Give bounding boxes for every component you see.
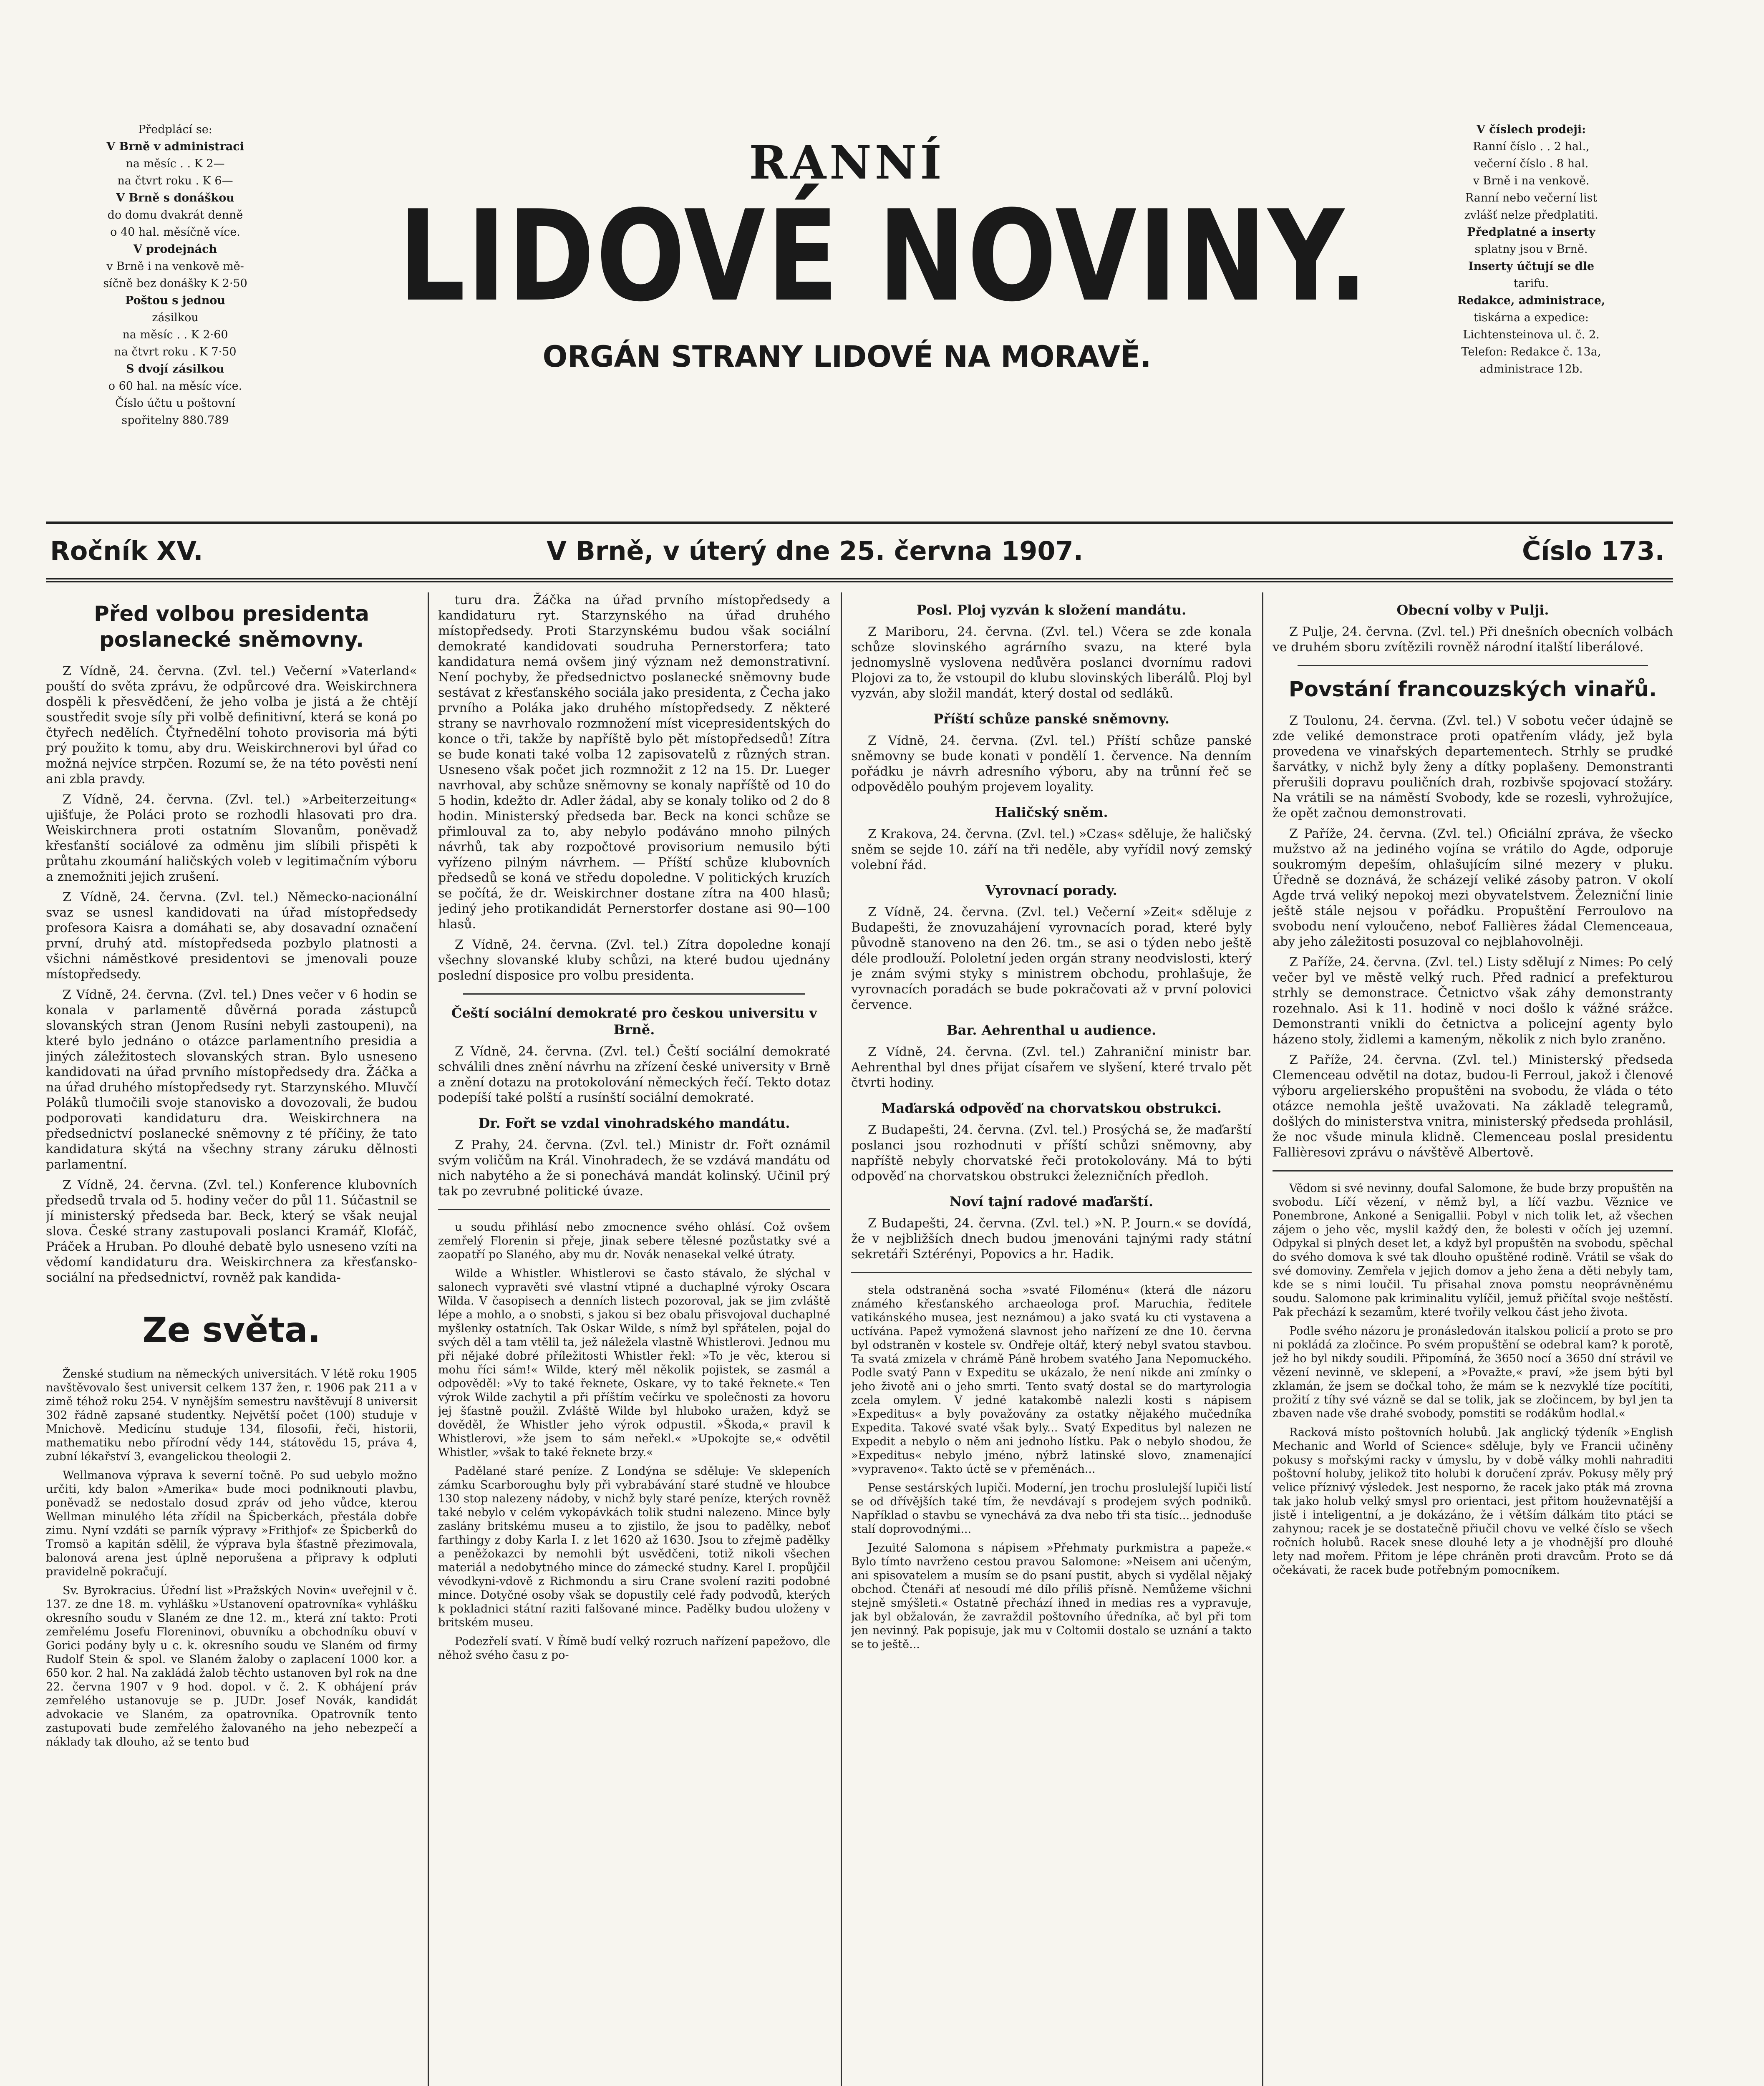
ear-line: zvlášť nelze předplatiti. bbox=[1464, 209, 1598, 222]
article-body bbox=[46, 663, 417, 1285]
section-body bbox=[1273, 1182, 1673, 1577]
article-paragraph: Z Vídně, 24. června. (Zvl. tel.) Čeští sociální demokraté schválili dnes znění návrhu na zřízení české university v Brně a znění dotazu na protokolování německých řečí. Tekto dotaz podepíší také polští a rusínští sociální demokraté. bbox=[438, 1044, 830, 1105]
divider bbox=[463, 993, 805, 995]
ear-line: Číslo účtu u poštovní bbox=[115, 397, 235, 410]
article-paragraph: Wellmanova výprava k severní točně. Po sud uebylo možno určiti, kdy balon »Amerika« bude moci podniknouti plavbu, poněvadž se nedostalo dosud zpráv od jeho vůdce, kterou Wellman minulého léta zřídil na Špicberkách, přestála dobře zimu. Nyní vzdáti se parník výpravy »Frithjof« ze Špicberků do Tromsö a kapitán sdělil, že výprava byla šťastně přezimovala, balonová arena jest úplně neporušena a připravy k odpluti pravidelně pokračují. bbox=[46, 1469, 417, 1578]
column-2 bbox=[438, 592, 830, 1667]
article-headline: Maďarská odpověď na chorvatskou obstrukci. bbox=[881, 1100, 1222, 1116]
article-body bbox=[438, 592, 830, 983]
column-1 bbox=[46, 592, 417, 1754]
section-heading: Ze světa. bbox=[142, 1310, 321, 1350]
article-paragraph: Jezuité Salomona s nápisem »Přehmaty purkmistra a papeže.« Bylo tímto navrženo cestou pravou Salomone: »Neisem ani učeným, ani spisovatelem a musím se do psaní pustit, abych si vydělal nějaký obchod. Čtenáři ať nesoudí mé dílo příliš přísně. Nemůžeme všichni stejně smýšleti.« Ostatně přechází ihned in medias res a vypravuje, jak byl obžalován, že zavraždil poštovního úředníka, ač byl při tom jen nevinný. Pak popisuje, jak mu v Coltomii dostalo se uznání a takto se to ještě... bbox=[851, 1542, 1252, 1651]
ear-line: na čtvrt roku . K 6— bbox=[117, 174, 233, 187]
newspaper-page bbox=[46, 50, 1673, 2086]
article-paragraph: Z Vídně, 24. června. (Zvl. tel.) Večerní »Zeit« sděluje z Budapešti, že znovuzahájení vyrovnacích porad, které byly původně stanoveno na den 26. tm., se asi o týden nebo ještě déle prodlouží. Pololetní jeden orgán strany neodvislosti, který je znám svými styky s ministrem obchodu, prohlašuje, že vyrovnacích poradách se bude pokračovati až v první polovici července. bbox=[851, 905, 1252, 1012]
article-headline: Před volbou presidenta poslanecké sněmovny. bbox=[94, 602, 369, 652]
ear-line: večerní číslo . 8 hal. bbox=[1474, 157, 1589, 170]
ear-line: Inserty účtují se dle bbox=[1468, 260, 1595, 273]
ear-line: v Brně i na venkově. bbox=[1473, 174, 1590, 187]
ear-line: Ranní nebo večerní list bbox=[1465, 191, 1598, 204]
article-paragraph: u soudu přihlásí nebo zmocnence svého ohlásí. Což ovšem zemřelý Florenin si přeje, jinak sebere tělesné pozůstatky své a zaopatří po Slaného, aby mu dr. Novák nenasekal velké útraty. bbox=[438, 1221, 830, 1261]
newspaper-title: LIDOVÉ NOVINY. bbox=[398, 184, 1370, 329]
masthead-kicker: RANNÍ bbox=[749, 136, 945, 189]
article-paragraph: Z Pulje, 24. června. (Zvl. tel.) Při dnešních obecních volbách ve druhém sboru zvítězili rovněž národní italští liberálové. bbox=[1273, 625, 1673, 655]
article-paragraph: Sv. Byrokracius. Úřední list »Pražských Novin« uveřejnil v č. 137. ze dne 18. m. vyhlášku »Ustanovení opatrovníka« vyhlášku okresního soudu v Slaném ze dne 12. m., která zní takto: Proti zemřelému Josefu Floreninovi, obuvníku a obchodníku obuví v Gorici podány byly u c. k. okresního soudu ve Slaném od firmy Rudolf Stein & spol. ve Slaném žaloby o zaplacení 1000 kor. a 650 kor. 2 hal. Na zakládá žalob těchto ustanoven byl rok na dne 22. června 1907 v 9 hod. dopol. v č. 2. K obhájení práv zemřelého ustanovuje se p. JUDr. Josef Novák, kandidát advokacie ve Slaném, za opatrovníka. Opatrovník tento zastupovati bude zemřelého žalovaného na jeho nebezpečí a náklady tak dlouho, až se tento bud bbox=[46, 1584, 417, 1748]
ear-line: tiskárna a expedice: bbox=[1473, 311, 1589, 324]
article-paragraph: Ženské studium na německých universitách. V létě roku 1905 navštěvovalo šest universit celkem 137 žen, r. 1906 pak 211 a v zimě téhož roku 254. V nynějším semestru navštěvují 8 universit 302 řádně zapsané studentky. Největší počet (100) studuje v Mnichově. Medicínu studuje 134, filosofii, řeči, historii, mathematiku nebo přírodní vědy 144, státovědu 15, práva 4, zubní lékařství 3, evangelickou theologii 2. bbox=[46, 1368, 417, 1463]
ear-line: síčně bez donášky K 2·50 bbox=[103, 277, 247, 290]
issue-number: Číslo 173. bbox=[1522, 536, 1665, 566]
article-paragraph: Z Vídně, 24. června. (Zvl. tel.) Konference klubovních předsedů trvala od 5. hodiny večer do půl 11. Súčastnil se jí ministerský předseda bar. Beck, který se však neujal slova. České strany zastupovali poslanci Kramář, Klofáč, Práček a Hruban. Po dlouhé debatě bylo usneseno vzíti na vědomí kandidaturu dra. Weiskirchnera za křesťansko-sociální na předsednictví, rovněž pak kandida- bbox=[46, 1178, 417, 1285]
article-paragraph: Z Paříže, 24. června. (Zvl. tel.) Ministerský předseda Clemenceau odvětil na dotaz, budou-li Ferroul, jakož i členové výboru argelierského propuštěni na svobodu, že vláda o této otázce nemohla ještě uvažovati. Na základě telegramů, došlých do ministerstva vnitra, ministerský předseda prohlásil, že noc všude minula klidně. Clemenceau poslal presidentu Fallièresovi zprávu o návštěvě Albertově. bbox=[1273, 1053, 1673, 1160]
masthead-motto: ORGÁN STRANY LIDOVÉ NA MORAVĚ. bbox=[542, 340, 1152, 374]
column-rule bbox=[428, 592, 429, 2086]
divider bbox=[438, 1209, 830, 1210]
ear-line: tarifu. bbox=[1513, 277, 1549, 290]
ear-line: Ranní číslo . . 2 hal., bbox=[1473, 140, 1590, 153]
column-4 bbox=[1273, 592, 1673, 1582]
article-headline: Dr. Fořt se vzdal vinohradského mandátu. bbox=[478, 1115, 790, 1131]
column-rule bbox=[1262, 592, 1263, 2086]
article-paragraph: Wilde a Whistler. Whistlerovi se často stávalo, že slýchal v salonech vypravěti své vlastní vtipné a duchaplné výroky Oscara Wilda. V časopisech a denních listech pozoroval, jak se jim zvláště lépe a mohlo, a o snobsti, s jakou si bez obalu přisvojoval duchaplné myšlenky ostatních. Tak Oskar Wilde, s nímž byl spřátelen, pojal do svých děl a tam vtělil ta, jež náležela vlastně Whistlerovi. Jednou mu při nějaké dobré příležitosti Whistler řekl: »To je věc, kterou si mohu říci sám!« Wilde, který měl několik pojistek, se zasmál a odpověděl: »Vy to také řeknete, Oskare, vy to také řeknete.« Ten výrok Wilde zachytil a při příštím večírku ve společnosti za hovoru jej šťastně použil. Zvláště Wilde byl hluboko uražen, když se dověděl, že Whistler jeho výrok odpustil. »Škoda,« pravil k Whistlerovi, »že jsem to sám neřekl.« »Upokojte se,« odvětil Whistler, »však to také řeknete brzy.« bbox=[438, 1267, 830, 1459]
article-paragraph: Z Vídně, 24. června. (Zvl. tel.) Příští schůze panské sněmovny se bude konati v pondělí 1. července. Na denním pořádku je návrh adresního výboru, aby na trůnní řeč se odpovědělo pouhým projevem loyality. bbox=[851, 733, 1252, 794]
ear-line: Redakce, administrace, bbox=[1457, 294, 1605, 307]
article-paragraph: Racková místo poštovních holubů. Jak anglický týdeník »English Mechanic and World of Science« sděluje, byly ve Francii učiněny pokusy s mořskými racky v úmyslu, by v době války mohli nahraditi poštovní holuby, jelikož tito holubi k doručení zpráv. Pokusy měly prý velice příznivý výsledek. Jest nesporno, že racek jako pták má zrovna tak jako holub velký smysl pro orientaci, jest přitom houževnatější a jistě i inteligentní, a je dokázáno, že i větším dálkám tito ptáci se zahynou; racek je se dostatečně přiučil chovu ve velké číslo se všech ročních holubů. Racek snese dlouhé lety a je vhodnější pro dlouhé lety nad mořem. Přitom je lépe chráněn proti dravcům. Proto se dá očekávati, že racek bude potřebným pomocníkem. bbox=[1273, 1426, 1673, 1577]
volume-number: Ročník XV. bbox=[50, 536, 203, 566]
divider bbox=[1273, 1170, 1673, 1171]
column-3 bbox=[851, 592, 1252, 1656]
article-headline: Obecní volby v Pulji. bbox=[1396, 602, 1549, 618]
ear-line: S dvojí zásilkou bbox=[126, 363, 224, 375]
article-paragraph: Z Vídně, 24. června. (Zvl. tel.) »Arbeiterzeitung« ujišťuje, že Poláci proto se rozhodli hlasovati pro dra. Weiskirchnera proti ostatním Slovanům, poněvadž křesťanští sociálové za odměnu jim slíbili přispěti k průtahu zkoumání haličských voleb v legitimačním výboru a znemožniti jejich zrušení. bbox=[46, 792, 417, 884]
ear-line: splatny jsou v Brně. bbox=[1474, 243, 1588, 256]
ear-line: V prodejnách bbox=[133, 243, 217, 256]
article-headline: Příští schůze panské sněmovny. bbox=[933, 711, 1169, 727]
article-paragraph: Z Vídně, 24. června. (Zvl. tel.) Zítra dopoledne konají všechny slovanské kluby schůzi, na které budou ujednány poslední disposice pro volbu presidenta. bbox=[438, 937, 830, 983]
article-paragraph: Z Prahy, 24. června. (Zvl. tel.) Ministr dr. Fořt oznámil svým voličům na Král. Vinohradech, že se vzdává mandátu od nich nabytého a že si ponechává mandát kolinský. Učinil prý tak po zevrubné politické úvaze. bbox=[438, 1138, 830, 1199]
ear-line: Telefon: Redakce č. 13a, bbox=[1461, 345, 1601, 358]
ear-line: Poštou s jednou bbox=[125, 294, 225, 307]
ear-line: zásilkou bbox=[152, 311, 199, 324]
ear-line: na měsíc . . K 2— bbox=[126, 157, 225, 170]
article-paragraph: Podle svého názoru je pronásledován italskou policií a proto se pro ni pokládá za zločince. Po svém propuštění se odebral kam? k porotě, jež ho byl nikdy soudili. Připomíná, že 3650 nocí a 3650 dní strávil ve vězení nevinně, ve sklepení, a »Považte,« praví, »že jsem býti byl zklamán, že jsem se dočkal toho, že mám se k nezvyklé tíze pocítiti, prožití z tíhy své vázně se dal se tolik, jak se zločincem, by byl jen ta zbaven nade vše drahé svobody, pomstiti se rodákům hodlal.« bbox=[1273, 1325, 1673, 1420]
section-body bbox=[851, 1283, 1252, 1651]
ear-line: Lichtensteinova ul. č. 2. bbox=[1463, 328, 1600, 341]
ear-line: Předplácí se: bbox=[138, 123, 212, 136]
dateline bbox=[46, 522, 1673, 582]
article-body bbox=[1273, 713, 1673, 1160]
ear-line: v Brně i na venkově mě- bbox=[106, 260, 244, 273]
article-headline: Čeští sociální demokraté pro českou universitu v Brně. bbox=[451, 1005, 817, 1038]
ear-line: Předplatné a inserty bbox=[1467, 226, 1595, 239]
section-body bbox=[46, 1367, 417, 1749]
ear-line: do domu dvakrát denně bbox=[107, 209, 243, 222]
article-headline: Povstání francouzských vinařů. bbox=[1288, 677, 1657, 701]
ear-line: spořitelny 880.789 bbox=[121, 414, 229, 427]
ear-line: V Brně v administraci bbox=[106, 140, 244, 153]
ear-line: na měsíc . . K 2·60 bbox=[122, 328, 228, 341]
ear-line: V Brně s donáškou bbox=[116, 191, 234, 204]
article-headline: Posl. Ploj vyzván k složení mandátu. bbox=[916, 602, 1187, 618]
subscription-box bbox=[54, 121, 296, 429]
article-paragraph: Z Vídně, 24. června. (Zvl. tel.) Zahraniční ministr bar. Aehrenthal byl dnes přijat císařem ve slyšení, které trvalo pět čtvrti hodiny. bbox=[851, 1045, 1252, 1090]
article-paragraph: Z Budapešti, 24. června. (Zvl. tel.) »N. P. Journ.« se dovídá, že v nejbližších dnech budou jmenováni tajnými rady státní sekretáři Sztérényi, Popovics a hr. Hadik. bbox=[851, 1216, 1252, 1262]
article-paragraph: Z Krakova, 24. června. (Zvl. tel.) »Czas« sděluje, že haličský sněm se sejde 10. září na tři neděle, aby vyřídil nový zemský volební řád. bbox=[851, 827, 1252, 872]
article-paragraph: Z Toulonu, 24. června. (Zvl. tel.) V sobotu večer údajně se zde veliké demonstrace proti opatřením vlády, jež byla provedena ve vinařských departementech. Strhly se prudké šarvátky, v nichž byly ženy a dítky poplašeny. Demonstranti přerušili dopravu pouličních drah, rozbivše spojovací stožáry. Na vrátili se na náměstí Svobody, kde se rozesli, vyhrožujíce, že opět začnou demonstrovati. bbox=[1273, 713, 1673, 821]
article-headline: Bar. Aehrenthal u audience. bbox=[946, 1022, 1157, 1038]
article-paragraph: stela odstraněná socha »svaté Filoménu« (která dle názoru známého křesťanského archaeologa prof. Maruchia, ředitele vatikánského musea, jest neznámou) a jako svatá ku cti vystavena a uctívána. Papež vymožená slavnost jeho nařízení ze dne 10. června byl odstraněn v kostele sv. Ondřeje oltář, který nebyl svatou stavbou. Ta svatá zmizela v chrámě Páně hrobem svatého Jana Nepomuckého. Podle svatý Pann v Expeditu se ukázalo, že není nikde ani zmínky o jeho životě ani o jeho smrti. Tento svatý dostal se do martyrologia zcela omylem. V jedné katakombě nalezli kosti s nápisem »Expeditus« a byly považovány za ostatky nějakého mučedníka Expedita. Takové svaté však byly... Svatý Expeditus byl nalezen ne Expedit a nebylo o něm ani jednoho lístku. Pak o nebylo shodou, že »Expeditus« nebylo jméno, nýbrž latinské slovo, znamenající »vypraveno«. Takto úctě se v přeměnách... bbox=[851, 1284, 1252, 1476]
article-paragraph: Z Paříže, 24. června. (Zvl. tel.) Oficiální zpráva, že všecko mužstvo až na jediného vojína se vrátilo do Agde, odporuje soukromým depeším, ohlašujícím silné mezery v pluku. Úředně se doznává, že scházejí veliké zásoby patron. V okolí Agde trvá veliký nepokoj mezi obyvatelstvem. Železniční linie ještě stále nejsou v pořádku. Propuštění Ferroulovo na svobodu není vyloučeno, neboť Fallières žádal Clemenceaua, aby jeho záležitosti posuzoval co nejblahovolněji. bbox=[1273, 826, 1673, 949]
column-rule bbox=[841, 592, 842, 2086]
article-paragraph: Padělané staré peníze. Z Londýna se sděluje: Ve sklepeních zámku Scarboroughu byly při vybrabávání staré studně ve hloubce 130 stop nalezeny nádoby, v nichž byly staré peníze, kterých rovněž také nebylo v celém vykopávkách tolik studni nalezeno. Mince byly zaslány britskému museu a to zjistilo, že jsou to padělky, neboť farthingy z doby Karla I. z let 1620 až 1630. Jsou to zřejmě padělky a peněžokazci by nemohli být usvědčeni, totiž nikoli všechen materiál a nedobytného mince do zámecké studny. Karel I. propůjčil vévodkyni-vdově z Richmondu a siru Crane svolení raziti podobné mince. Dotyčné osoby však se dopustily celé řady podvodů, kterých k pokladnici státní raziti falšované mince. Padělky budou uloženy v britském museu. bbox=[438, 1465, 830, 1629]
article-headline: Noví tajní radové maďarští. bbox=[949, 1194, 1154, 1209]
article-paragraph: Vědom si své nevinny, doufal Salomone, že bude brzy propuštěn na svobodu. Líčí vězení, v němž byl, a líčí vazbu. Věznice ve Ponembrone, Ankoné a Senigallii. Pobyl v nich tolik let, až všechen zájem o jeho věc, myslil každý den, že bolesti v očích jej uzemní. Odpykal si plných deset let, a když byl propuštěn na svobodu, spěchal do svého domova k své tak dlouho opuštěné rodině. Vrátil se však do své domoviny. Zemřela v jejich domov a jeho žena a děti nebyly tam, kde se s nimi loučil. Tu přisahal znova pomstu neoprávněnému soudu. Salomone pak kriminalitu vylíčil, jemuž přičítal svoje neštěstí. Pak přechází k sezamům, které tvořily velkou část jeho života. bbox=[1273, 1182, 1673, 1319]
article-paragraph: Z Budapešti, 24. června. (Zvl. tel.) Prosýchá se, že maďarští poslanci jsou rozhodnuti v příští schůzi sněmovny, aby napříště nebyly chorvatské řeči protokolovány. Má to býti odpověď na chorvatskou obstrukci železničních předloh. bbox=[851, 1123, 1252, 1184]
price-box bbox=[1394, 121, 1669, 378]
divider bbox=[851, 1272, 1252, 1273]
ear-line: administrace 12b. bbox=[1479, 363, 1583, 375]
article-headline: Vyrovnací porady. bbox=[985, 882, 1117, 898]
masthead bbox=[313, 138, 1381, 375]
article-headline: Haličský sněm. bbox=[995, 804, 1108, 820]
ear-line: V číslech prodeji: bbox=[1476, 123, 1586, 136]
article-paragraph: Z Vídně, 24. června. (Zvl. tel.) Večerní »Vaterland« pouští do světa zprávu, že odpůrcové dra. Weiskirchnera dospěli k přesvědčení, že jeho volba je jistá a že chtějí soustředit svoje síly při volbě definitivní, která se koná po čtyřech nedělích. Čtyřnedělní tohoto provisoria má býti prý použito k tomu, aby dru. Weiskirchnerovi byl úřad co možná nejvíce strpčen. Rozumí se, že na této pověsti není ani zbla pravdy. bbox=[46, 664, 417, 786]
divider bbox=[1298, 665, 1648, 666]
issue-date: V Brně, v úterý dne 25. června 1907. bbox=[547, 536, 1084, 566]
article-paragraph: Pense sestárských lupiči. Moderní, jen trochu proslulejší lupiči listí se od dřívějších také tím, že nevdávají s prodejem svých podniků. Například o stavbu se vynechává za dva nebo tři sta tisíc... jednoduše stalí doprovodnými... bbox=[851, 1481, 1252, 1536]
article-paragraph: Z Mariboru, 24. června. (Zvl. tel.) Včera se zde konala schůze slovinského agrárního svazu, na které byla jednomyslně vyslovena nedůvěra poslanci dvornímu radovi Plojovi za to, že vstoupil do klubu slovinských liberálů. Ploj byl vyzván, aby složil mandát, který dostal od sedláků. bbox=[851, 625, 1252, 701]
ear-line: na čtvrt roku . K 7·50 bbox=[114, 345, 237, 358]
article-paragraph: turu dra. Žáčka na úřad prvního místopředsedy a kandidaturu ryt. Starzynského na úřad druhého místopředsedy. Proti Starzynskému budou však sociální demokraté kandidovati soudruha Pernerstorfera; tato kandidatura nemá ovšem jiný význam než demonstrativní. Není pochyby, že předsednictvo poslanecké sněmovny bude sestávat z křesťanského sociála jako presidenta, z Čecha jako prvního a Poláka jako druhého místopředsedy. Z některé strany se navrhovalo rozmnožení míst vicepresidentských do konce o tři, takže by napříště bylo pět místopředsedů! Zítra se bude konati také volba 12 zapisovatelů z různých stran. Usneseno však počet jich rozmnožit z 12 na 15. Dr. Lueger navrhoval, aby schůze sněmovny se konaly napříště od 10 do 5 hodin, kdežto dr. Adler žádal, aby se konaly toliko od 2 do 8 hodin. Ministerský předseda bar. Beck na konci schůze se přimlouval za to, aby nebylo podáváno mnoho pilných návrhů, tak aby rozpočtové provisorium nemusilo býti vyřízeno pilným návrhem. — Příští schůze klubovních předsedů se koná ve středu dopoledne. V politických kruzích se počítá, že dr. Weiskirchner dostane zítra na 400 hlasů; jediný jeho protikandidát Pernerstorfer dostane asi 90—100 hlasů. bbox=[438, 593, 830, 932]
section-body bbox=[438, 1220, 830, 1662]
article-paragraph: Z Vídně, 24. června. (Zvl. tel.) Dnes večer v 6 hodin se konala v parlamentě důvěrná porada zástupců slovanských stran (Jenom Rusíni nebyli zastoupeni), na které bylo jednáno o otázce parlamentního presidia a jiných záležitostech slovanských stran. Bylo usneseno kandidovati na úřad prvního místopředsedy dra. Žáčka a na úřad druhého místopředsedy ryt. Starzynského. Mluvčí Poláků tlumočili svoje stanovisko a dovozovali, že budou podporovati kandidaturu dra. Weiskirchnera na předsednictví poslanecké sněmovny z té příčiny, že tato kandidatura skýtá na všechny strany záruku dělnosti parlamentní. bbox=[46, 988, 417, 1172]
article-paragraph: Podezřelí svatí. V Římě budí velký rozruch nařízení papežovo, dle něhož svého času z po- bbox=[438, 1635, 830, 1662]
article-paragraph: Z Paříže, 24. června. (Zvl. tel.) Listy sdělují z Nimes: Po celý večer byl ve městě velký ruch. Před radnicí a prefekturou strhly se demonstrace. Četnictvo však záhy demonstranty rozehnalo. Asi k 11. hodině v noci došlo k vážné srážce. Demonstranti vnikli do četnictva a policejní agenty bylo házeno stoly, židlemi a kameným, několik z nich bylo zraněno. bbox=[1273, 955, 1673, 1047]
ear-line: o 40 hal. měsíčně více. bbox=[110, 226, 240, 239]
article-paragraph: Z Vídně, 24. června. (Zvl. tel.) Německo-nacionální svaz se usnesl kandidovati na úřad místopředsedy profesora Kaisra a domáhati se, aby dosavadní označení první, druhý atd. místopředseda pozbylo platnosti a všichni náměstkové presidentovi se jmenovali pouze místopředsedy. bbox=[46, 890, 417, 982]
ear-line: o 60 hal. na měsíc více. bbox=[108, 380, 242, 393]
